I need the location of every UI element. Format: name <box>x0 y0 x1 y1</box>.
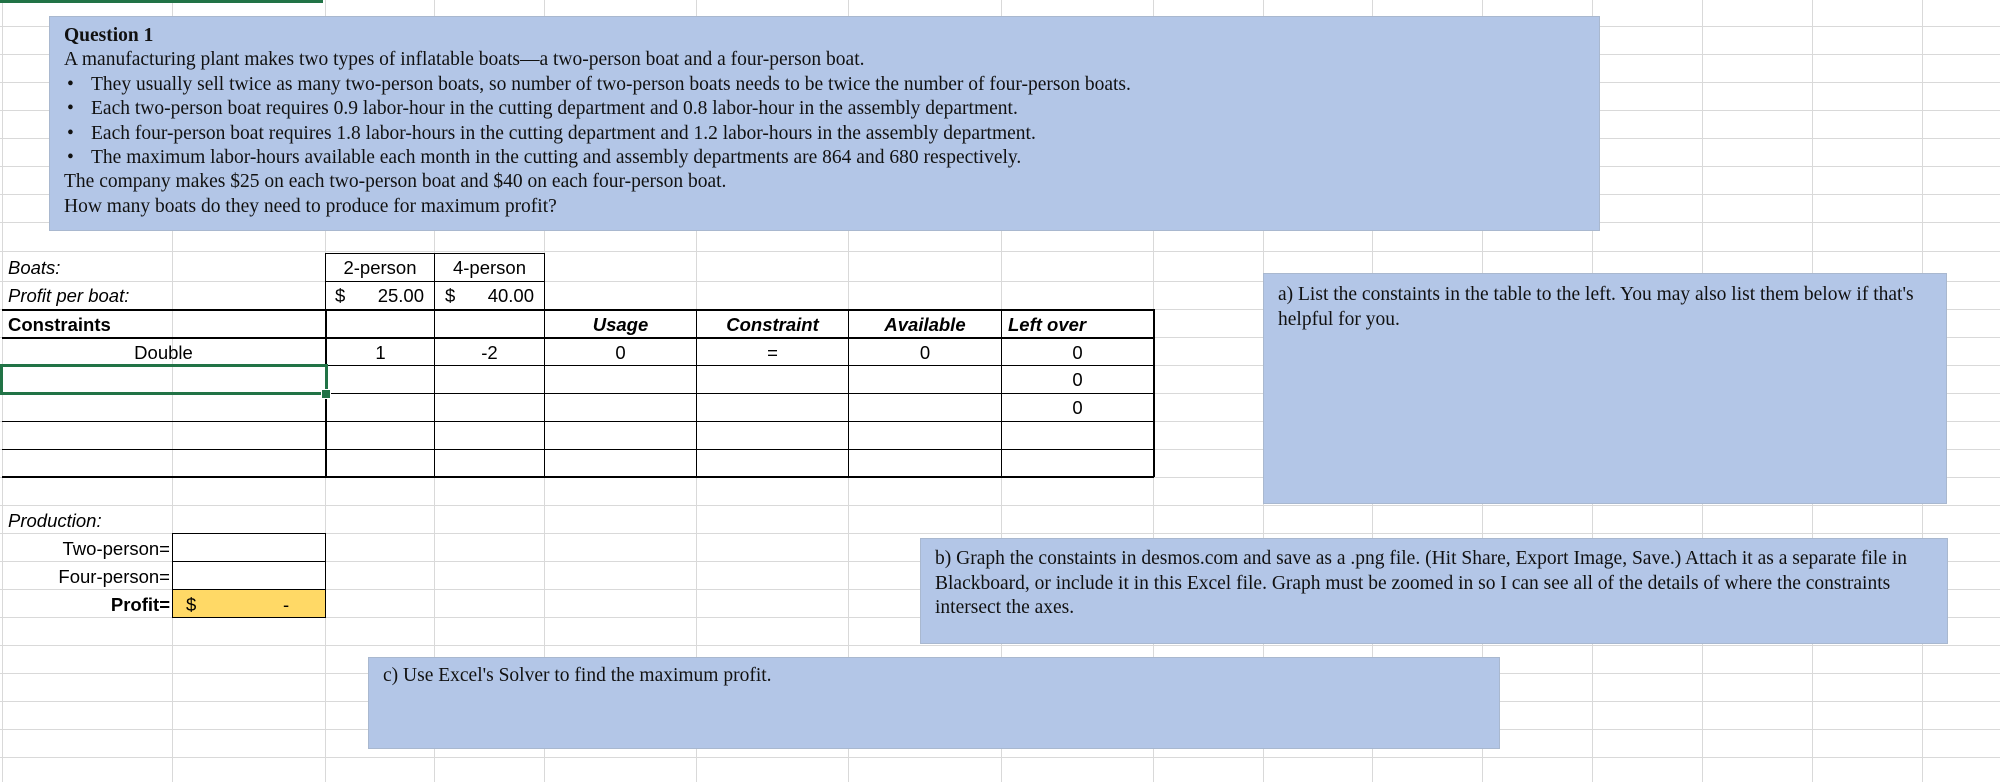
row2-leftover[interactable]: 0 <box>1072 369 1083 390</box>
question-bullets <box>64 73 1585 171</box>
double-leftover[interactable]: 0 <box>1072 342 1083 363</box>
selected-cell[interactable] <box>0 364 328 395</box>
question-ask-line: How many boats do they need to produce for maximum profit? <box>64 195 557 217</box>
four-person-input[interactable] <box>173 562 325 589</box>
profit-label[interactable]: Profit= <box>110 594 170 615</box>
question-textbox[interactable] <box>49 16 1600 231</box>
bullet-item: • Each four-person boat requires 1.8 labor-hours in the cutting department and 1.2 labor-hours in the assembly department. <box>64 122 1585 146</box>
bullet-item: • The maximum labor-hours available each month in the cutting and assembly departments are 864 and 680 respectively. <box>64 146 1585 170</box>
bullet-icon: • <box>67 147 74 169</box>
double-constraint-sign[interactable]: = <box>767 342 778 363</box>
instruction-box-a[interactable] <box>1263 273 1947 504</box>
bullet-item: • Each two-person boat requires 0.9 labor-hour in the cutting department and 0.8 labor-hour in the assembly department. <box>64 97 1585 121</box>
constraints-header[interactable]: Constraints <box>8 314 111 335</box>
available-header[interactable]: Available <box>884 314 966 335</box>
constraint-name-double[interactable]: Double <box>134 342 193 363</box>
instruction-box-c[interactable] <box>368 657 1500 749</box>
profit-2-currency: $ <box>335 285 346 306</box>
profit-value[interactable]: - <box>283 594 290 615</box>
profit-4-currency: $ <box>445 285 456 306</box>
instruction-box-b[interactable] <box>920 538 1948 644</box>
col-header-2-person[interactable]: 2-person <box>343 257 417 278</box>
column-header-highlight <box>0 0 323 3</box>
profit-per-boat-label[interactable]: Profit per boat: <box>8 285 130 306</box>
boats-label[interactable]: Boats: <box>8 257 61 278</box>
profit-4-person-value[interactable]: 40.00 <box>487 285 534 306</box>
fill-handle[interactable] <box>321 389 331 399</box>
bullet-item: • They usually sell twice as many two-person boats, so number of two-person boats needs to be twice the number of four-person boats. <box>64 73 1585 97</box>
two-person-input[interactable] <box>173 534 325 561</box>
constraint-header[interactable]: Constraint <box>726 314 819 335</box>
double-coef-2-person[interactable]: 1 <box>375 342 386 363</box>
profit-2-person-value[interactable]: 25.00 <box>377 285 424 306</box>
four-person-label[interactable]: Four-person= <box>58 566 170 587</box>
row3-leftover[interactable]: 0 <box>1072 397 1083 418</box>
instruction-b-text: b) Graph the constaints in desmos.com and save as a .png file. (Hit Share, Export Image, Save.) Attach it as a separate file in Blackboard, or include it in this Excel file. Graph must be zoomed in so I can see all of the details of where the constraints intersect the axes. <box>935 548 1908 618</box>
instruction-a-text: a) List the constaints in the table to the left. You may also list them below if that's helpful for you. <box>1278 284 1914 330</box>
bullet-icon: • <box>67 122 74 144</box>
double-available[interactable]: 0 <box>919 342 931 363</box>
question-title: Question 1 <box>64 25 154 46</box>
production-label[interactable]: Production: <box>8 510 102 531</box>
col-header-4-person[interactable]: 4-person <box>452 257 526 278</box>
two-person-label[interactable]: Two-person= <box>62 538 170 559</box>
leftover-header[interactable]: Left over <box>1008 314 1087 335</box>
profit-currency: $ <box>186 594 197 615</box>
bullet-icon: • <box>67 98 74 120</box>
instruction-c-text: c) Use Excel's Solver to find the maximum profit. <box>383 665 772 686</box>
question-intro: A manufacturing plant makes two types of inflatable boats—a two-person boat and a four-person boat. <box>64 49 865 71</box>
double-usage[interactable]: 0 <box>615 342 626 363</box>
double-coef-4-person[interactable]: -2 <box>481 342 498 363</box>
question-profit-line: The company makes $25 on each two-person boat and $40 on each four-person boat. <box>64 171 727 193</box>
usage-header[interactable]: Usage <box>592 314 649 335</box>
bullet-icon: • <box>67 73 74 95</box>
